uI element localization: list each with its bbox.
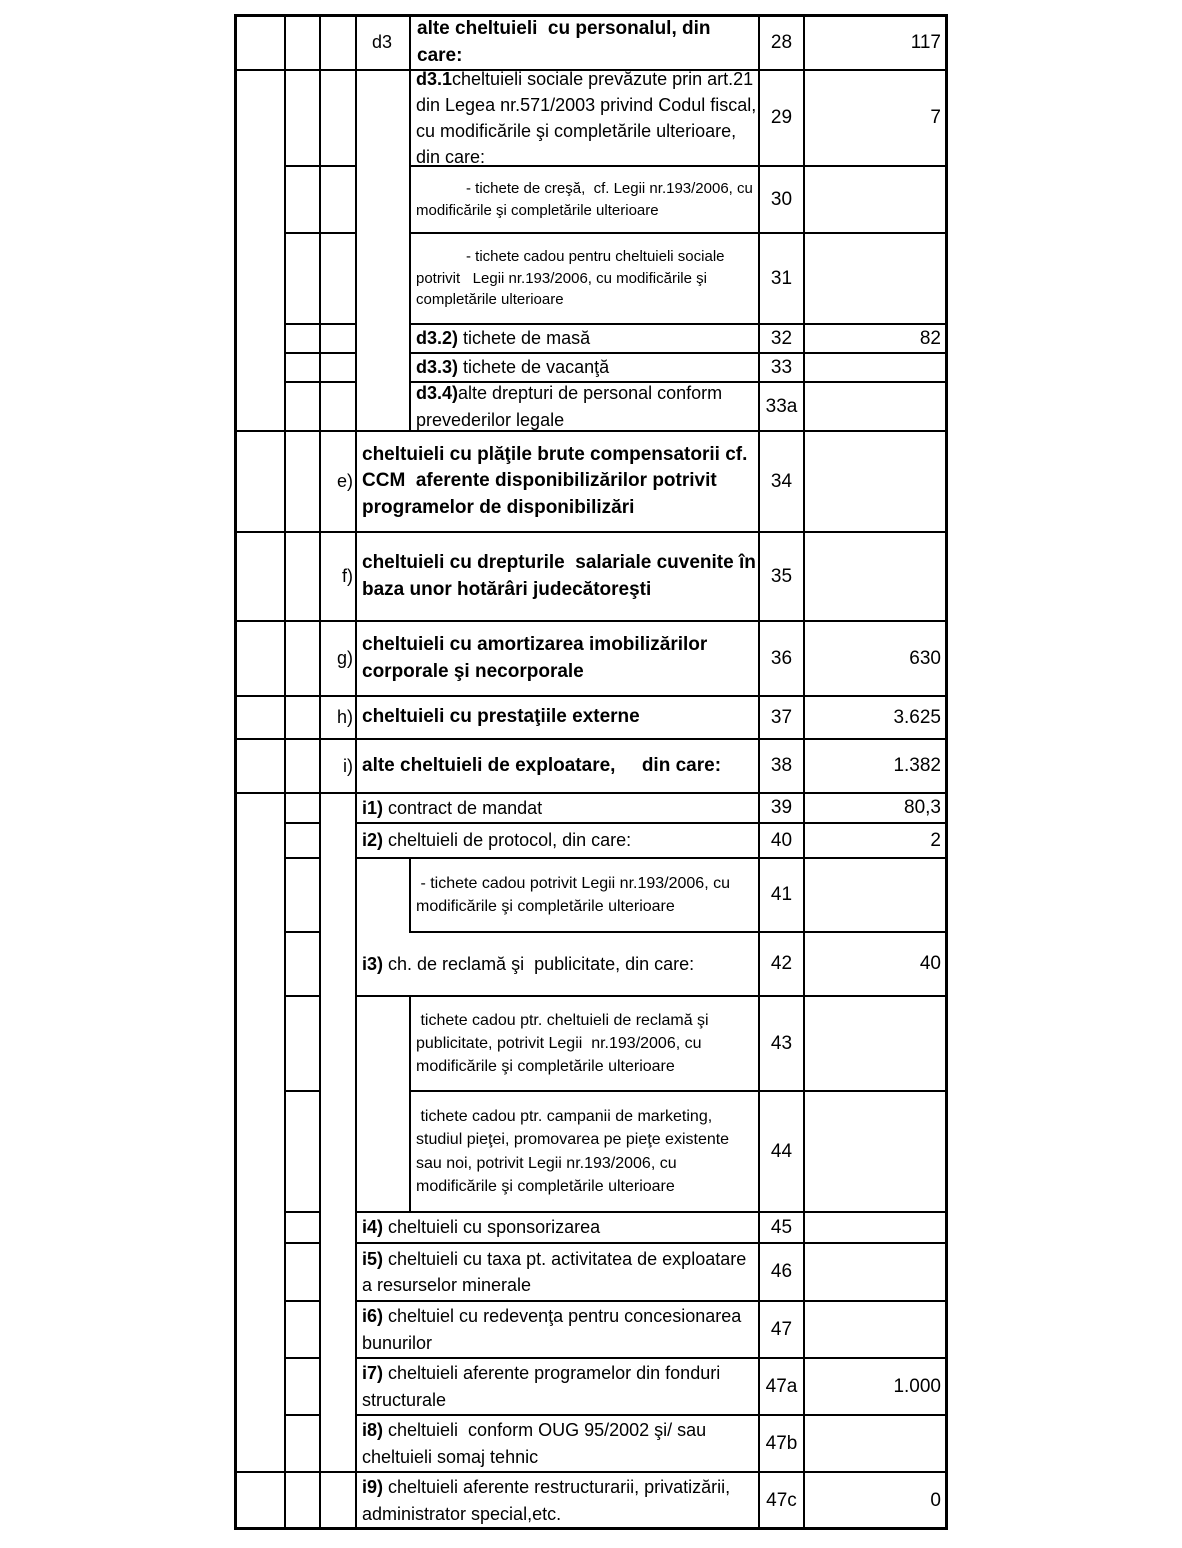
- row-line-left-3: [284, 232, 355, 234]
- row-description-text: [416, 380, 759, 432]
- row-description-text: [362, 753, 759, 780]
- row-text: - tichete cadou potrivit Legii nr.193/2006, cu modificările şi completările ulterioare: [416, 874, 735, 915]
- row-line-left-13: [284, 822, 319, 824]
- row-text: cheltuieli cu plăţile brute compensatorii cf. CCM aferente disponibilizărilor potrivit programelor de disponibilizări: [362, 443, 753, 518]
- col-line-e-d3: [409, 14, 411, 430]
- row-description-text: [362, 1214, 759, 1240]
- row-description: [359, 824, 759, 857]
- row-value: 2: [930, 829, 941, 851]
- row-value: 7: [930, 107, 941, 129]
- row-text: cheltuieli aferente programelor din fonduri structurale: [362, 1363, 731, 1410]
- row-number: 46: [770, 1261, 793, 1283]
- row-number: 29: [770, 107, 793, 129]
- row-number: 47c: [766, 1489, 797, 1511]
- row-value: 80,3: [904, 797, 941, 819]
- row-code: d3.1: [416, 68, 453, 89]
- row-description-text: [362, 1303, 759, 1355]
- row-line-left-16: [284, 995, 319, 997]
- row-text: tichete de vacanţă: [458, 357, 610, 378]
- row-number: 31: [770, 267, 793, 289]
- row-description: [359, 933, 759, 995]
- row-text: alte cheltuieli de exploatare, din care:: [362, 754, 722, 776]
- row-description: [359, 794, 759, 822]
- row-code: i8): [362, 1420, 384, 1441]
- row-value: [805, 533, 945, 620]
- row-line-left-20: [284, 1300, 319, 1302]
- row-number: 28: [770, 31, 793, 53]
- row-line-left-15: [284, 931, 319, 933]
- row-description-text: [362, 704, 759, 731]
- row-text: cheltuieli aferente restructurarii, privatizării, administrator special,etc.: [362, 1477, 736, 1524]
- row-value: 3.625: [893, 706, 941, 728]
- row-description: [413, 68, 762, 168]
- row-description: [359, 432, 759, 531]
- col-line-e-i2: [409, 857, 411, 931]
- row-value: [805, 1416, 945, 1471]
- row-line-left-21: [284, 1357, 319, 1359]
- row-number: 44: [770, 1140, 793, 1162]
- row-description: [413, 234, 759, 323]
- row-line-left-18: [284, 1211, 319, 1213]
- row-line-left-19: [284, 1242, 319, 1244]
- row-description: [359, 740, 759, 792]
- row-value: [805, 1092, 945, 1211]
- row-value: [805, 432, 945, 531]
- row-value: [805, 1244, 945, 1300]
- row-value: [805, 383, 945, 430]
- row-text: cheltuiel cu redevenţa pentru concesionarea bunurilor: [362, 1306, 752, 1353]
- row-text: cheltuieli cu sponsorizarea: [383, 1217, 601, 1238]
- row-description: [359, 1473, 759, 1528]
- row-label: g): [336, 648, 353, 669]
- row-code: i1): [362, 797, 384, 818]
- row-description: [413, 354, 759, 381]
- row-description-text: [416, 325, 759, 351]
- row-description: [413, 383, 759, 430]
- row-label: e): [336, 471, 353, 492]
- row-number: 45: [770, 1216, 793, 1238]
- row-number: 47: [770, 1318, 793, 1340]
- row-description-text: [362, 1417, 759, 1469]
- row-value: [805, 234, 945, 323]
- row-description-text: [416, 246, 759, 311]
- row-text: cheltuieli conform OUG 95/2002 şi/ sau cheltuieli somaj tehnic: [362, 1420, 712, 1467]
- row-line-left-5: [284, 352, 355, 354]
- row-description-text: [417, 16, 759, 69]
- row-description: [413, 167, 762, 232]
- row-description-text: [362, 1246, 759, 1298]
- row-description: [359, 1213, 759, 1242]
- row-number: 36: [770, 647, 793, 669]
- row-value: [805, 1302, 945, 1357]
- row-line-left-6: [284, 381, 355, 383]
- row-text: alte cheltuieli cu personalul, din care:: [417, 17, 716, 66]
- row-description-text: [416, 66, 762, 170]
- row-label: i): [343, 755, 353, 776]
- row-code: i9): [362, 1477, 384, 1498]
- row-value: 0: [930, 1489, 941, 1511]
- row-text: tichete cadou ptr. cheltuieli de reclamă şi publicitate, potrivit Legii nr.193/2006, cu modificările şi completările ulterioare: [416, 1011, 714, 1076]
- row-description-text: [362, 442, 759, 522]
- row-number: 39: [770, 797, 793, 819]
- row-value: 1.382: [893, 755, 941, 777]
- row-number: 32: [770, 327, 793, 349]
- expense-table: [234, 14, 947, 1530]
- row-description: [413, 325, 759, 352]
- row-description: [359, 1302, 759, 1357]
- row-description-text: [416, 178, 762, 222]
- row-number: 37: [770, 706, 793, 728]
- row-line-left-2: [284, 165, 355, 167]
- row-number: 33: [770, 356, 793, 378]
- row-description: [359, 1244, 759, 1300]
- row-value: [805, 997, 945, 1090]
- row-label: f): [342, 566, 353, 587]
- row-number: 47a: [765, 1375, 798, 1397]
- row-text: cheltuieli sociale prevăzute prin art.21 din Legea nr.571/2003 privind Codul fiscal, cu modificările şi completările ulterioare, din care:: [416, 68, 762, 168]
- row-text: cheltuieli cu drepturile salariale cuvenite în baza unor hotărâri judecătoreşti: [362, 551, 762, 600]
- row-number: 47b: [765, 1432, 798, 1454]
- row-code: i3): [362, 953, 384, 974]
- row-number: 40: [770, 829, 793, 851]
- row-description: [359, 1416, 759, 1471]
- row-code: d3.4): [416, 383, 459, 404]
- row-label: h): [336, 707, 353, 728]
- row-description: [414, 16, 759, 69]
- row-number: 43: [770, 1032, 793, 1054]
- row-number: 38: [770, 755, 793, 777]
- row-line-left-4: [284, 323, 355, 325]
- row-text: cheltuieli de protocol, din care:: [383, 830, 632, 851]
- row-label: d3: [371, 32, 393, 53]
- row-code: d3.2): [416, 328, 459, 349]
- row-value: [805, 859, 945, 931]
- row-code: d3.3): [416, 357, 459, 378]
- row-value: 82: [919, 327, 941, 349]
- col-line-e-i3: [409, 995, 411, 1211]
- row-code: i4): [362, 1217, 384, 1238]
- row-description: [413, 859, 759, 931]
- row-text: - tichete de creşă, cf. Legii nr.193/2006, cu modificările şi completările ulterioare: [416, 179, 762, 219]
- row-value: [805, 354, 945, 381]
- border-left: [234, 14, 237, 1530]
- border-right: [945, 14, 948, 1530]
- row-text: cheltuieli cu taxa pt. activitatea de exploatare a resurselor minerale: [362, 1248, 757, 1295]
- row-description: [359, 697, 759, 738]
- row-code: i7): [362, 1363, 384, 1384]
- row-value: [805, 167, 945, 232]
- row-text: alte drepturi de personal conform prevederilor legale: [416, 383, 728, 430]
- row-description-text: [416, 872, 759, 918]
- row-description-text: [416, 354, 759, 380]
- row-description-text: [362, 1474, 759, 1526]
- row-number: 35: [770, 565, 793, 587]
- row-line-left-14: [284, 857, 319, 859]
- row-description: [359, 533, 762, 620]
- row-code: i2): [362, 830, 384, 851]
- col-line-b: [284, 14, 286, 1530]
- row-description-text: [362, 795, 759, 821]
- row-line-left-17: [284, 1090, 319, 1092]
- row-description-text: [362, 951, 759, 977]
- row-code: i5): [362, 1248, 384, 1269]
- row-text: - tichete cadou pentru cheltuieli sociale potrivit Legii nr.193/2006, cu modificările şi completările ulterioare: [416, 247, 729, 309]
- row-description: [359, 1359, 759, 1414]
- row-text: ch. de reclamă şi publicitate, din care:: [383, 953, 695, 974]
- row-text: cheltuieli cu prestaţiile externe: [362, 706, 640, 728]
- row-text: cheltuieli cu amortizarea imobilizărilor corporale şi necorporale: [362, 633, 713, 682]
- row-value: 1.000: [893, 1375, 941, 1397]
- row-text: contract de mandat: [383, 797, 543, 818]
- row-number: 33a: [765, 395, 798, 417]
- row-description-text: [362, 632, 759, 685]
- row-description-text: [362, 1360, 759, 1412]
- row-code: i6): [362, 1306, 384, 1327]
- row-line-left-22: [284, 1414, 319, 1416]
- row-number: 41: [770, 884, 793, 906]
- row-value: 40: [919, 953, 941, 975]
- row-description-text: [416, 1009, 759, 1079]
- row-number: 34: [770, 470, 793, 492]
- row-text: tichete cadou ptr. campanii de marketing, studiul pieţei, promovarea pe pieţe existente sau noi, potrivit Legii nr.193/2006, cu modificările şi completările ulterioare: [416, 1108, 734, 1195]
- row-description-text: [416, 1105, 759, 1198]
- row-value: [805, 1213, 945, 1242]
- row-description: [413, 1092, 759, 1211]
- row-value: 630: [909, 647, 941, 669]
- row-description-text: [362, 827, 759, 853]
- row-text: tichete de masă: [458, 328, 591, 349]
- row-description-text: [362, 550, 762, 603]
- row-number: 42: [770, 953, 793, 975]
- row-description: [359, 622, 759, 695]
- row-number: 30: [770, 188, 793, 210]
- row-description: [413, 997, 759, 1090]
- row-value: 117: [910, 31, 941, 53]
